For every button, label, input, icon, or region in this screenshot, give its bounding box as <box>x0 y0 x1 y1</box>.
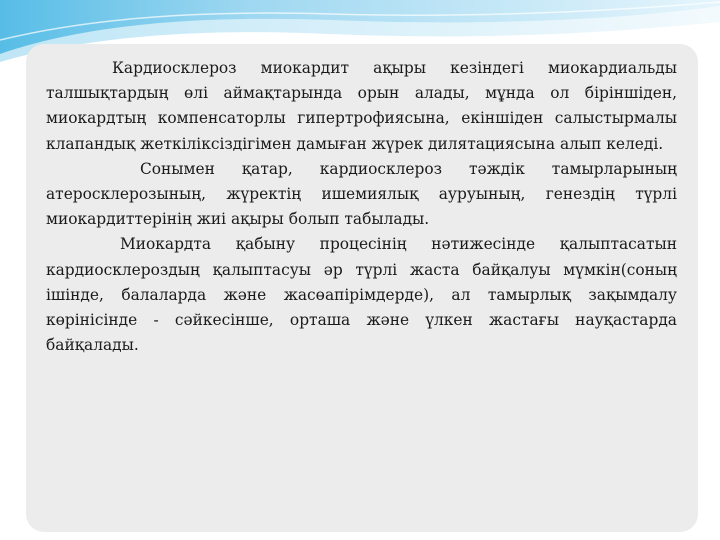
paragraph-2: Сонымен қатар, кардиосклероз тәждік тамырларының атеросклерозының, жүректің ишемиялық ауруының, генездің түрлі миокардиттерінің жиі ақыры болып табылады. <box>46 159 677 229</box>
text-body <box>46 56 677 358</box>
paragraph-1: Кардиосклероз миокардит ақыры кезіндегі миокардиальды талшықтардың өлі аймақтарында орын алады, мұнда ол біріншіден, миокардтың компенсаторлы гипертрофиясына, екіншіден салыстырмалы клапандық жеткіліксіздігімен дамыған жүрек дилятациясына алып келеді. <box>46 59 677 153</box>
paragraph-3: Миокардта қабыну процесінің нәтижесінде қалыптасатын кардиосклероздың қалыптасуы әр түрлі жаста байқалуы мүмкін(соның ішінде, балаларда және жасөапірімдерде), ал тамырлық зақымдалу көрінісінде - сәйкесінше, орташа және үлкен жастағы науқастарда байқалады. <box>46 235 677 355</box>
